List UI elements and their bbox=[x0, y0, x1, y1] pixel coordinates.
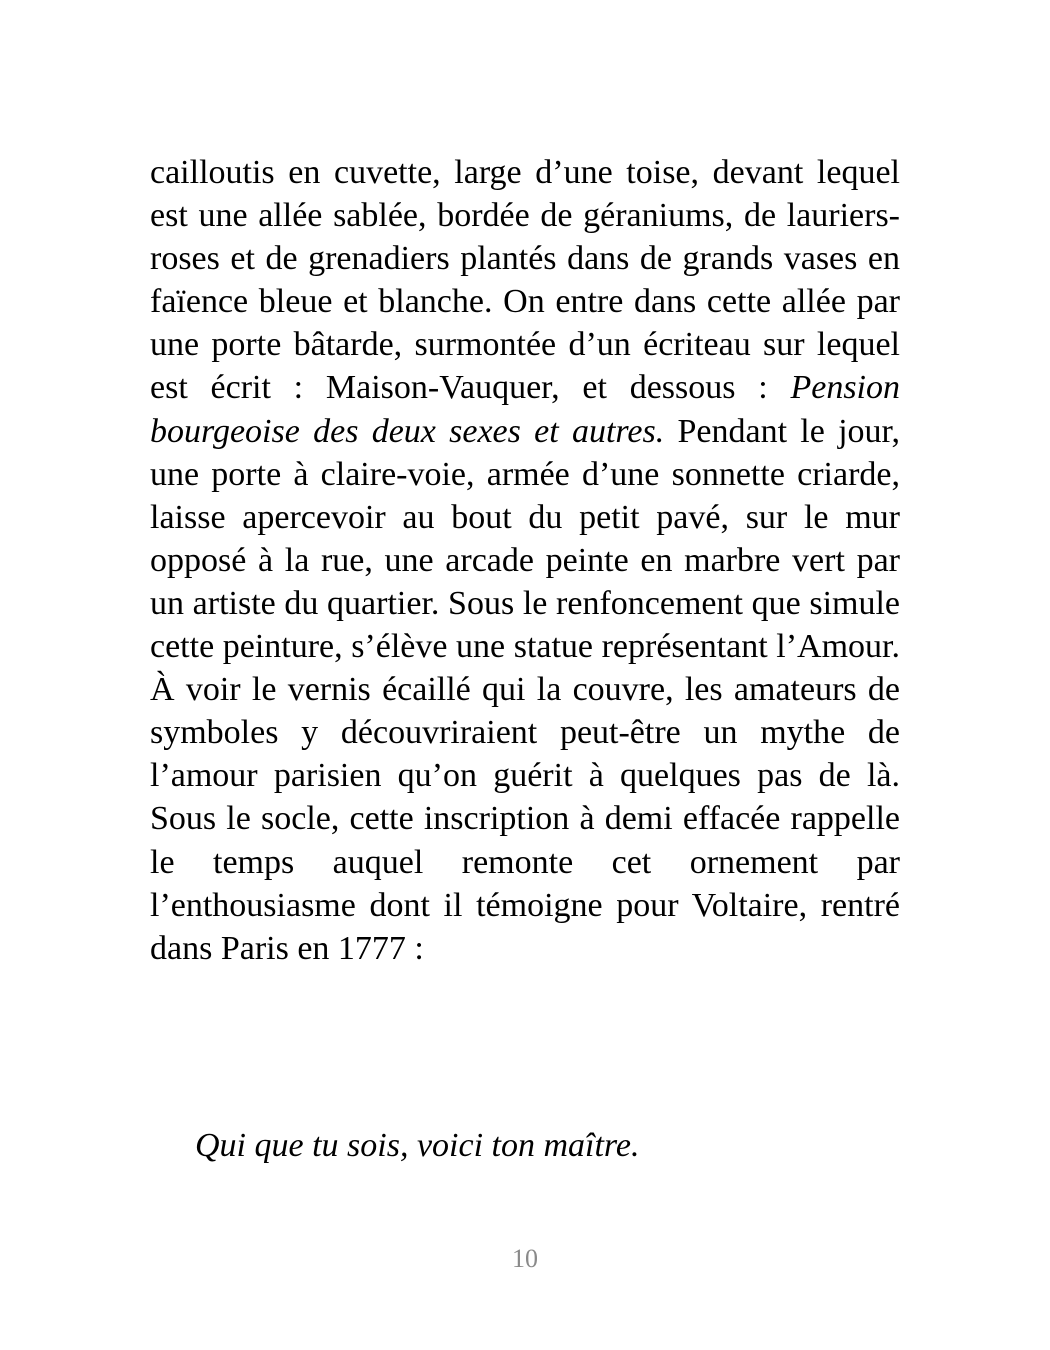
epigraph-inscription: Qui que tu sois, voici ton maître. bbox=[195, 1127, 640, 1164]
page-number: 10 bbox=[512, 1244, 538, 1273]
italic-sign-text: Pension bourgeoise des deux sexes et autres. bbox=[150, 369, 900, 450]
body-paragraph bbox=[150, 151, 900, 970]
paragraph-text-part-1: cailloutis en cuvette, large d’une toise, devant lequel est une allée sablée, bordée de géraniums, de lauriers-roses et de grenadiers plantés dans de grands vases en faïence bleue et blanche. On entre dans cette allée par une porte bâtarde, surmontée d’un écriteau sur lequel est écrit : Maison-Vauquer, et dessous : bbox=[150, 154, 900, 407]
paragraph-text-part-2: Pendant le jour, une porte à claire-voie, armée d’une sonnette criarde, laisse apercevoir au bout du petit pavé, sur le mur opposé à la rue, une arcade peinte en marbre vert par un artiste du quartier. Sous le renfoncement que simule cette peinture, s’élève une statue représentant l’Amour. À voir le vernis écaillé qui la couvre, les amateurs de symboles y découvriraient peut-être un mythe de l’amour parisien qu’on guérit à quelques pas de là. Sous le socle, cette inscription à demi effacée rappelle le temps auquel remonte cet ornement par l’enthousiasme dont il témoigne pour Voltaire, rentré dans Paris en 1777 : bbox=[150, 412, 900, 967]
